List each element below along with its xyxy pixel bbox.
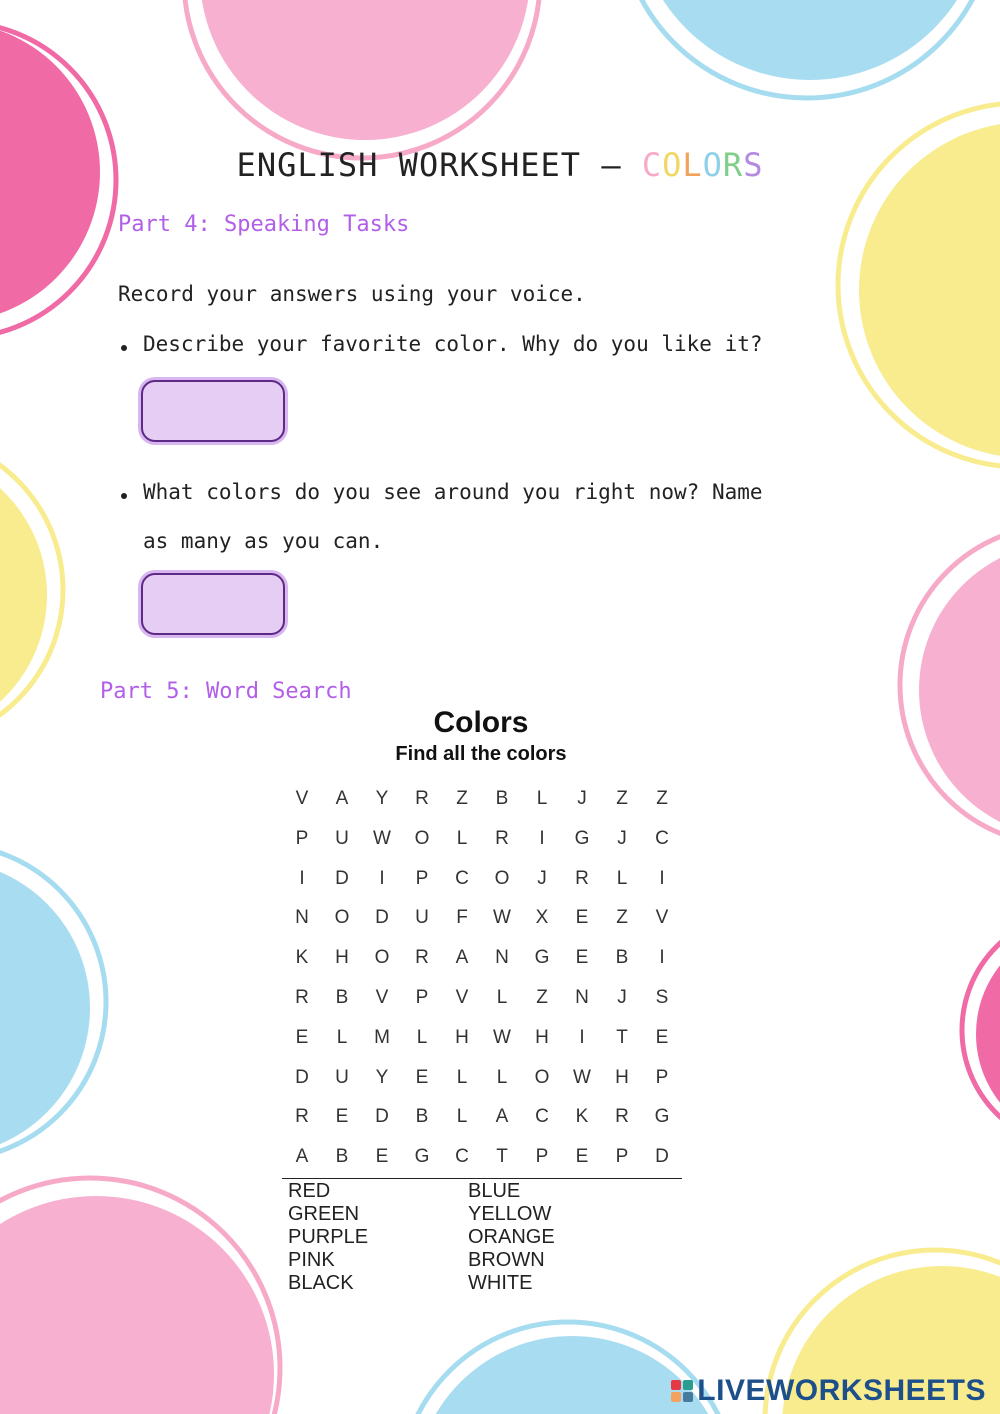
grid-letter[interactable]: D [375,1106,389,1128]
grid-letter[interactable]: Z [456,788,468,809]
grid-letter[interactable]: U [335,1066,349,1088]
grid-letter[interactable]: W [493,907,511,929]
grid-letter[interactable]: E [655,1026,669,1048]
grid-letter[interactable]: R [295,987,309,1008]
grid-letter[interactable]: B [615,947,629,969]
grid-letter[interactable]: E [335,1106,349,1128]
grid-letter[interactable]: P [655,1066,669,1088]
grid-letter[interactable]: O [374,947,390,969]
grid-letter[interactable]: N [495,947,509,969]
grid-letter[interactable]: E [375,1146,389,1168]
grid-letter[interactable]: L [616,867,628,889]
grid-letter[interactable]: R [615,1106,629,1128]
title-letter: L [682,146,703,184]
word-list-item: ORANGE [468,1226,555,1248]
grid-letter[interactable]: E [575,1146,589,1168]
word-list-item: BLUE [468,1180,521,1202]
grid-letter[interactable]: G [534,947,550,969]
grid-letter[interactable]: R [415,947,429,969]
grid-letter[interactable]: P [415,987,429,1008]
grid-letter[interactable]: L [456,1066,468,1088]
part5-heading: Part 5: Word Search [100,679,352,704]
grid-letter[interactable]: C [655,827,669,849]
grid-letter[interactable]: Z [616,788,628,809]
record-answer-button-1[interactable] [141,380,285,442]
grid-letter[interactable]: I [659,947,665,969]
bullet-icon [121,493,127,499]
grid-letter[interactable]: R [575,867,589,889]
grid-letter[interactable]: E [295,1026,309,1048]
grid-letter[interactable]: N [575,987,589,1008]
grid-letter[interactable]: B [495,788,509,809]
grid-letter[interactable]: P [295,827,309,849]
grid-letter[interactable]: L [456,827,468,849]
grid-letter[interactable]: P [535,1146,549,1168]
word-list-item: PURPLE [288,1226,369,1248]
grid-letter[interactable]: K [295,947,309,969]
record-answer-button-2[interactable] [141,573,285,635]
puzzle-title: Colors [433,706,529,739]
grid-letter[interactable]: J [537,867,547,889]
word-list-item: BLACK [288,1272,354,1294]
grid-letter[interactable]: B [335,1146,349,1168]
grid-letter[interactable]: D [375,907,389,929]
grid-letter[interactable]: F [456,907,468,929]
grid-letter[interactable]: Z [656,788,668,809]
grid-letter[interactable]: L [416,1026,428,1048]
grid-letter[interactable]: D [295,1066,309,1088]
title-letter: O [702,146,723,184]
grid-letter[interactable]: L [496,987,508,1008]
grid-letter[interactable]: H [455,1026,469,1048]
grid-letter[interactable]: O [414,827,430,849]
liveworksheets-logo[interactable] [671,1374,986,1408]
bg-circle [635,0,985,80]
grid-letter[interactable]: X [535,907,549,929]
grid-letter[interactable]: T [616,1026,628,1048]
grid-letter[interactable]: H [615,1066,629,1088]
grid-letter[interactable]: E [575,947,589,969]
grid-letter[interactable]: V [455,987,469,1008]
grid-letter[interactable]: P [415,867,429,889]
grid-letter[interactable]: H [335,947,349,969]
grid-letter[interactable]: U [335,827,349,849]
grid-letter[interactable]: A [335,788,349,809]
grid-letter[interactable]: D [655,1146,669,1168]
grid-letter[interactable]: K [575,1106,589,1128]
grid-letter[interactable]: L [336,1026,348,1048]
grid-letter[interactable]: J [577,788,587,809]
title-prefix: ENGLISH WORKSHEET – [236,146,642,184]
task2-text-line1: What colors do you see around you right now? Name [143,480,763,504]
grid-letter[interactable]: L [536,788,548,809]
word-list-item: BROWN [468,1249,545,1271]
grid-letter[interactable]: D [335,867,349,889]
word-list-item: RED [288,1180,331,1202]
grid-letter[interactable]: Y [375,1066,389,1088]
title-letter: O [662,146,683,184]
grid-letter[interactable]: I [659,867,665,889]
grid-letter[interactable]: J [617,987,627,1008]
puzzle-subtitle: Find all the colors [395,743,567,765]
grid-letter[interactable]: B [335,987,349,1008]
grid-letter[interactable]: B [415,1106,429,1128]
grid-letter[interactable]: V [655,907,669,929]
title-letter: C [641,146,663,184]
grid-letter[interactable]: W [373,827,391,849]
title-letter: R [722,146,744,184]
grid-letter[interactable]: O [334,907,350,929]
grid-letter[interactable]: W [573,1066,591,1088]
grid-letter[interactable]: E [415,1066,429,1088]
grid-letter[interactable]: Z [536,987,548,1008]
grid-letter[interactable]: H [535,1026,549,1048]
task2-text-line2: as many as you can. [143,529,384,553]
grid-letter[interactable]: R [295,1106,309,1128]
word-list-item: GREEN [288,1203,360,1225]
grid-letter[interactable]: A [295,1146,309,1168]
grid-letter[interactable]: I [299,867,305,889]
title-letter: S [743,146,764,184]
grid-letter[interactable]: I [579,1026,585,1048]
grid-letter[interactable]: G [654,1106,670,1128]
grid-letter[interactable]: I [379,867,385,889]
grid-letter[interactable]: C [455,1146,469,1168]
word-list-item: YELLOW [468,1203,552,1225]
grid-letter[interactable]: O [494,867,510,889]
grid-letter[interactable]: C [535,1106,549,1128]
grid-letter[interactable]: R [415,788,429,809]
logo-icon [671,1380,693,1402]
bg-circle [0,860,90,1156]
part4-heading: Part 4: Speaking Tasks [118,212,410,237]
logo-text: LIVEWORKSHEETS [697,1374,986,1407]
task1-text: Describe your favorite color. Why do you like it? [143,332,763,356]
grid-letter[interactable]: C [455,867,469,889]
grid-letter[interactable]: U [415,907,429,929]
grid-letter[interactable]: W [493,1026,511,1048]
grid-letter[interactable]: G [574,827,590,849]
grid-letter[interactable]: J [617,827,627,849]
grid-letter[interactable]: V [375,987,389,1008]
grid-letter[interactable]: P [615,1146,629,1168]
grid-letter[interactable]: M [374,1026,390,1048]
part4-instruction: Record your answers using your voice. [118,282,586,306]
bg-circle [0,1196,274,1414]
grid-letter[interactable]: E [575,907,589,929]
word-list-item: PINK [288,1249,335,1271]
grid-letter[interactable]: S [655,987,669,1008]
bullet-icon [121,345,127,351]
grid-letter[interactable]: T [496,1146,508,1168]
grid-letter[interactable]: R [495,827,509,849]
divider-line [282,1178,682,1179]
grid-letter[interactable]: V [295,788,309,809]
grid-letter[interactable]: O [534,1066,550,1088]
grid-letter[interactable]: G [414,1146,430,1168]
grid-letter[interactable]: Z [616,907,628,929]
grid-letter[interactable]: N [295,907,309,929]
grid-letter[interactable]: I [539,827,545,849]
grid-letter[interactable]: L [496,1066,508,1088]
grid-letter[interactable]: L [456,1106,468,1128]
grid-letter[interactable]: A [455,947,469,969]
grid-letter[interactable]: Y [375,788,389,809]
word-list-item: WHITE [468,1272,533,1294]
worksheet-title [0,146,1000,184]
grid-letter[interactable]: A [495,1106,509,1128]
